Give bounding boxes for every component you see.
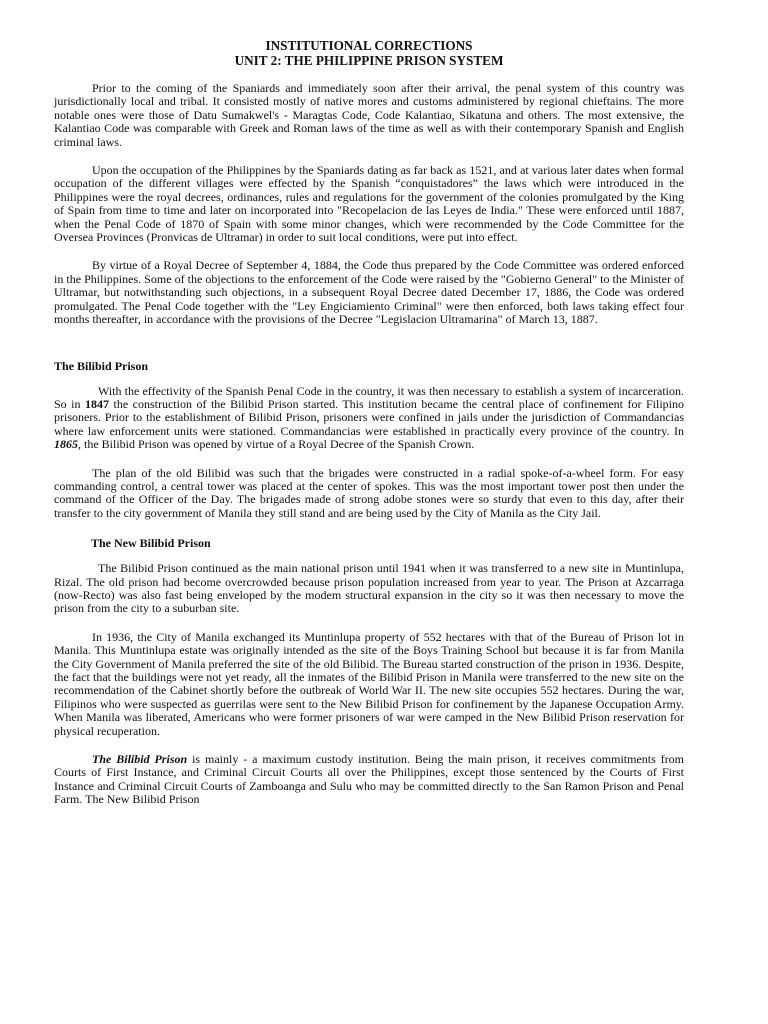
paragraph-text: , the Bilibid Prison was opened by virtue of a Royal Decree of the Spanish Crown.: [78, 437, 475, 452]
paragraph-royal-decree: By virtue of a Royal Decree of September 4, 1884, the Code thus prepared by the Code Committee was ordered enforced in the Philippines. Some of the objections to the enforcement of the Code were raised by the "Gobierno General" to the Minister of Ultramar, but notwithstanding such objections, in a subsequent Royal Decree dated December 17, 1886, the Code was ordered promulgated. The Penal Code together with the "Ley Engiciamiento Criminal" were then enforced, both laws taking effect four months thereafter, in accordance with the provisions of the Decree "Legislacion Ultramarina" of March 13, 1887.: [54, 258, 684, 327]
paragraph-text: is mainly - a maximum custody institution. Being the main prison, it receives commitments from Courts of First Instance, and Criminal Circuit Courts all over the Philippines, except those sentenced by the Courts of First Instance and Criminal Circuit Courts of Zamboanga and Sulu who may be committed directly to the San Ramon Prison and Penal Farm. The New Bilibid Prison: [54, 752, 685, 807]
paragraph-transfer-muntinlupa: The Bilibid Prison continued as the main national prison until 1941 when it was transferred to a new site in Muntinlupa, Rizal. The old prison had become overcrowded because prison population increased from year to year. The Prison at Azcarraga (now-Recto) was also fast being enveloped by the modem structural expansion in the city so it was then necessary to move the prison from the city to a suburban site.: [54, 561, 684, 616]
section-heading-bilibid: The Bilibid Prison: [54, 358, 149, 373]
bilibid-prison-lead: The Bilibid Prison: [92, 752, 188, 767]
document-title: INSTITUTIONAL CORRECTIONS: [265, 38, 473, 53]
paragraph-old-bilibid-plan: The plan of the old Bilibid was such that the brigades were constructed in a radial spoke-of-a-wheel form. For easy commanding control, a central tower was placed at the center of spokes. This was the most important tower post then under the command of the Officer of the Day. The brigades made of strong adobe stones were so sturdy that even to this day, after their transfer to the city government of Manila they still stand and are being used by the City of Manila as the City Jail.: [54, 465, 684, 520]
paragraph-text: the construction of the Bilibid Prison started. This institution became the central place of confinement for Filipino prisoners. Prior to the establishment of Bilibid Prison, prisoners were confined in jails under the jurisdiction of Commandancias where law enforcement units were stationed. Commandancias were established in practically every province of the country. In: [54, 396, 685, 438]
section-heading-new-bilibid: The New Bilibid Prison: [91, 536, 211, 551]
paragraph-land-exchange: In 1936, the City of Manila exchanged its Muntinlupa property of 552 hectares with that of the Bureau of Prison lot in Manila. This Muntinlupa estate was originally intended as the site of the Boys Training School but because it is far from Manila the City Government of Manila preferred the site of the old Bilibid. The Bureau started construction of the prison in 1936. Despite, the fact that the buildings were not yet ready, all the inmates of the Bilibid Prison in Manila were transferred to the new site on the recommendation of the Cabinet shortly before the outbreak of World War II. The new site occupies 552 hectares. During the war, Filipinos who were suspected as guerrilas were sent to the New Bilibid Prison for confinement by the Japanese Occupation Army. When Manila was liberated, Americans who were former prisoners of war were camped in the New Bilibid Prison reservation for physical recuperation.: [54, 629, 684, 738]
paragraph-text: With the effectivity of the Spanish Penal Code in the country, it was then necessary to establish a system of incarceration. So in: [54, 383, 684, 411]
paragraph-bilibid-history: [54, 385, 684, 452]
year-1847: 1847: [85, 396, 109, 411]
year-1865: 1865: [54, 437, 78, 452]
document-subtitle: UNIT 2: THE PHILIPPINE PRISON SYSTEM: [234, 53, 504, 68]
paragraph-maximum-custody: [54, 753, 684, 807]
document-title-block: [54, 38, 684, 68]
paragraph-spanish-occupation: Upon the occupation of the Philippines by the Spaniards dating as far back as 1521, and at various later dates when formal occupation of the different villages were effected by the Spanish “conquistadores” the laws which were introduced in the Philippines were the royal decrees, ordinances, rules and regulations for the government of the colonies promulgated by the King of Spain from time to time and later on incorporated into "Recopelacion de las Leyes de India." These were enforced until 1887, when the Penal Code of 1870 of Spain with some minor changes, which were recommended by the Code Committee for the Oversea Provinces (Pronvicas de Ultramar) in order to suit local conditions, were put into effect.: [54, 163, 684, 245]
paragraph-precolonial: Prior to the coming of the Spaniards and immediately soon after their arrival, the penal system of this country was jurisdictionally local and tribal. It consisted mostly of native mores and customs administered by regional chieftains. The more notable ones were those of Datu Sumakwel's - Maragtas Code, Code Kalantiao, Sikatuna and others. The most extensive, the Kalantiao Code was comparable with Greek and Roman laws of the time as well as with their contemporary Spanish and English criminal laws.: [54, 81, 684, 149]
